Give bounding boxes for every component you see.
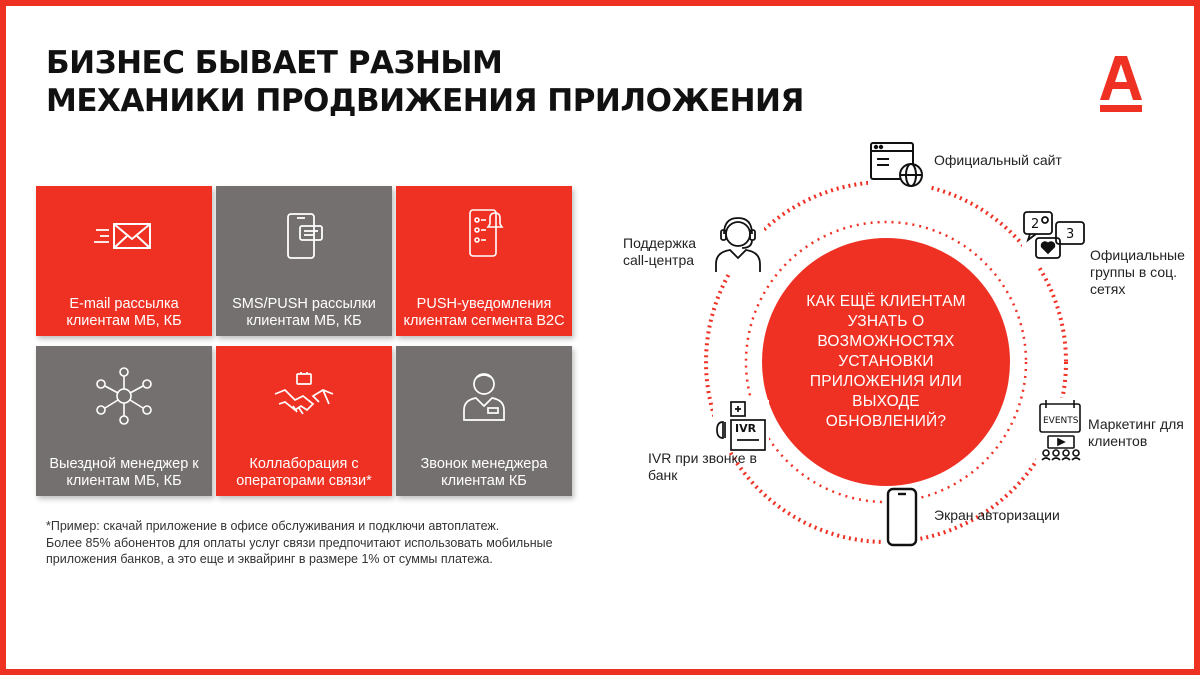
tile-sms-push	[216, 186, 392, 336]
tile-label: Коллаборация с операторами связи*	[236, 456, 372, 489]
email-icon	[36, 220, 212, 254]
tile-label: Выездной менеджер к клиентам МБ, КБ	[49, 456, 199, 489]
ivr-icon	[713, 400, 769, 452]
svg-text:3: 3	[1066, 227, 1075, 242]
ivr-text: IVR	[735, 422, 757, 435]
channel-site-label: Официальный сайт	[934, 152, 1062, 168]
tile-manager-call	[396, 346, 572, 496]
channel-ivr-label	[648, 450, 757, 484]
phone-message-icon	[216, 212, 392, 260]
network-icon	[36, 366, 212, 426]
tile-label: PUSH-уведомления клиентам сегмента B2C	[403, 296, 565, 329]
page-title	[46, 44, 804, 120]
footnote-line-2: Более 85% абонентов для оплаты услуг связи предпочитают использовать мобильные	[46, 535, 553, 550]
channel-social-line-1: Официальные	[1090, 247, 1185, 263]
alfa-logo-icon	[1098, 54, 1144, 114]
footnote	[46, 518, 606, 568]
tile-label: SMS/PUSH рассылки клиентам МБ, КБ	[232, 296, 376, 329]
promotion-tiles	[36, 186, 576, 496]
events-text: EVENTS	[1043, 416, 1079, 426]
svg-text:2: 2	[1031, 217, 1040, 232]
channel-social-line-2: группы в соц.	[1090, 264, 1178, 280]
headset-operator-icon	[712, 214, 764, 274]
events-icon	[1036, 398, 1086, 462]
center-question: КАК ЕЩЁ КЛИЕНТАМ УЗНАТЬ О ВОЗМОЖНОСТЯХ УСТАНОВКИ ПРИЛОЖЕНИЯ ИЛИ ВЫХОДЕ ОБНОВЛЕНИЙ?	[806, 293, 966, 430]
website-icon	[868, 140, 928, 190]
tile-field-manager	[36, 346, 212, 496]
footnote-line-3: приложения банков, а это еще и эквайринг в размере 1% от суммы платежа.	[46, 552, 493, 566]
tile-label: E-mail рассылка клиентам МБ, КБ	[66, 296, 182, 329]
channel-support-line-1: Поддержка	[623, 235, 697, 251]
tile-collaboration	[216, 346, 392, 496]
tile-label: Звонок менеджера клиентам КБ	[420, 456, 548, 489]
channel-ivr-line-1: IVR при звонке в	[648, 450, 757, 466]
channel-social-label	[1090, 247, 1185, 298]
channel-marketing-label	[1088, 416, 1184, 450]
center-circle	[762, 238, 1010, 486]
handshake-icon	[216, 370, 392, 420]
channel-marketing-line-2: клиентов	[1088, 433, 1148, 449]
channel-support-line-2: call-центра	[623, 252, 695, 268]
tile-push-b2c	[396, 186, 572, 336]
title-line-2: МЕХАНИКИ ПРОДВИЖЕНИЯ ПРИЛОЖЕНИЯ	[46, 83, 804, 119]
footnote-line-1: *Пример: скачай приложение в офисе обслуживания и подключи автоплатеж.	[46, 519, 500, 533]
phone-notification-icon	[396, 208, 572, 258]
channel-support-label	[623, 235, 696, 269]
channel-marketing-line-1: Маркетинг для	[1088, 416, 1184, 432]
title-line-1: БИЗНЕС БЫВАЕТ РАЗНЫМ	[46, 45, 503, 81]
channel-auth-label: Экран авторизации	[934, 507, 1060, 523]
tile-email	[36, 186, 212, 336]
manager-icon	[396, 370, 572, 422]
social-chat-icon	[1022, 210, 1088, 266]
channel-ivr-line-2: банк	[648, 467, 678, 483]
channel-social-line-3: сетях	[1090, 281, 1126, 297]
smartphone-icon	[884, 486, 920, 548]
